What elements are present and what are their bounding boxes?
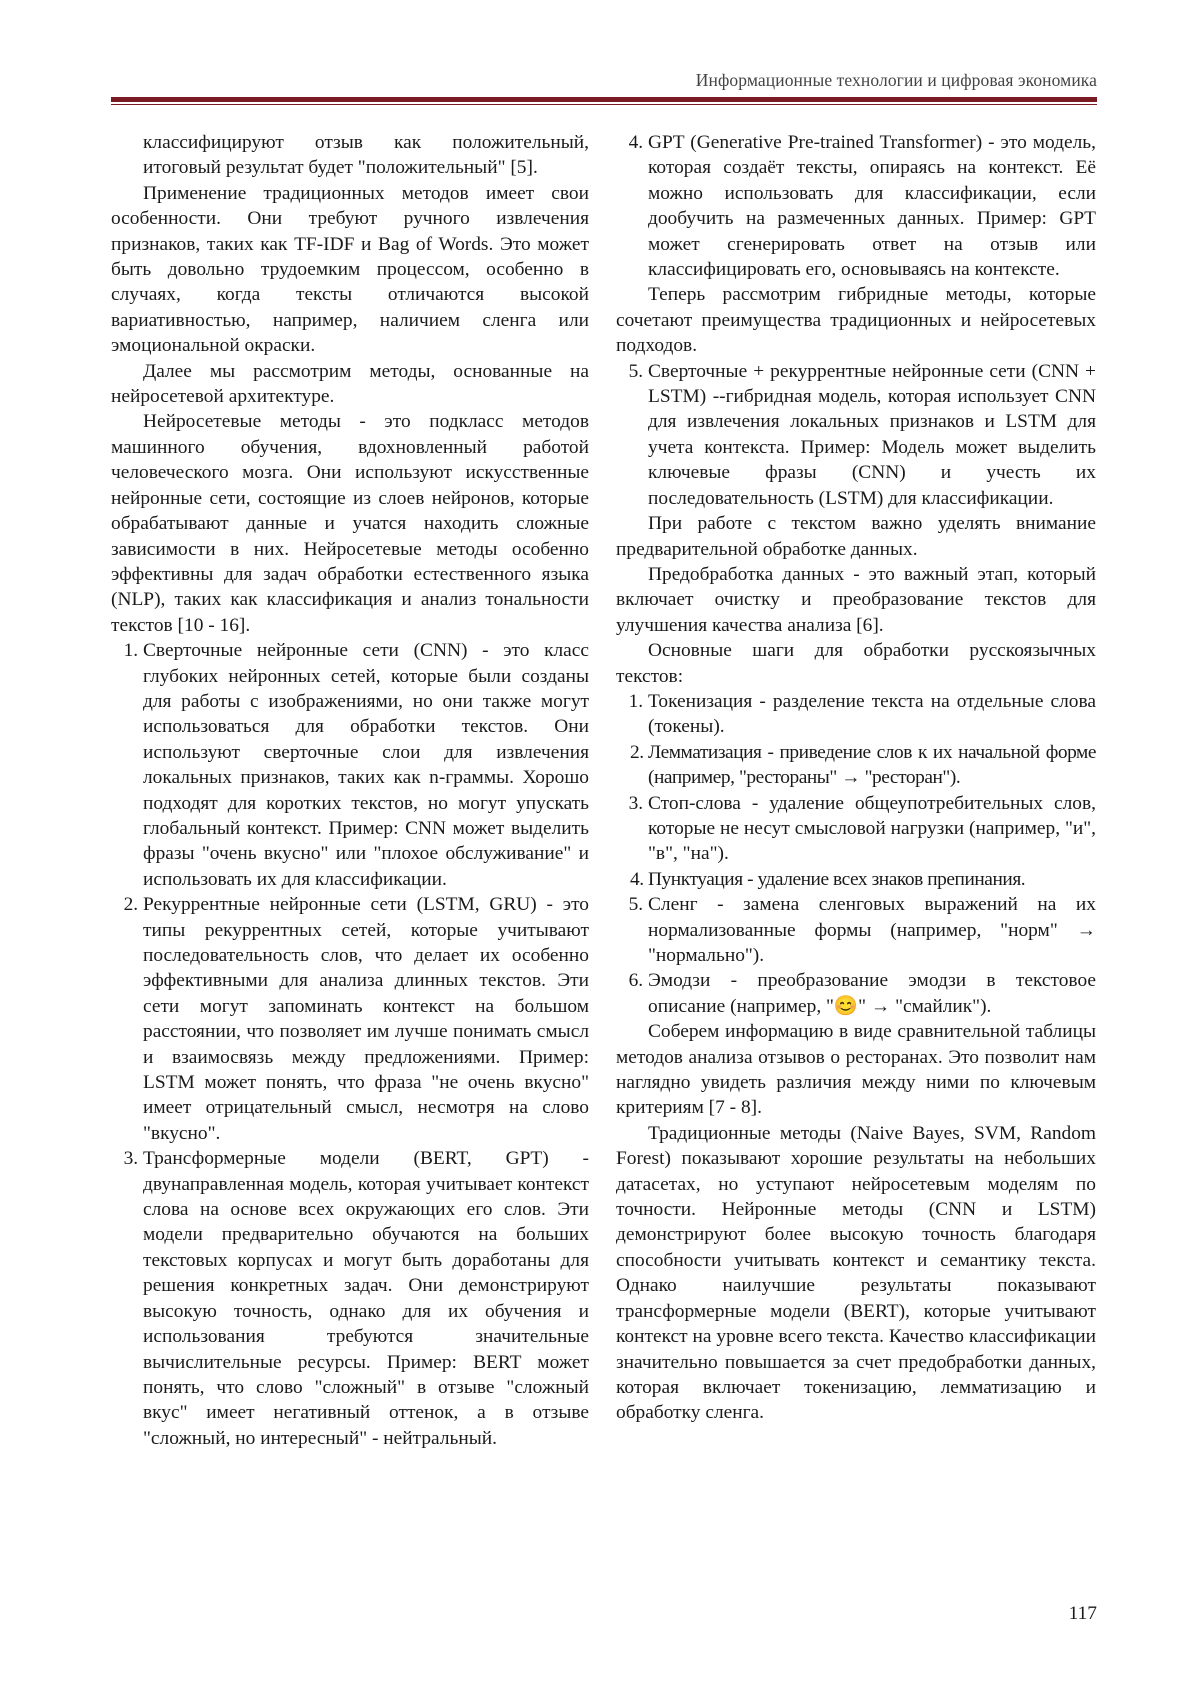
right-column bbox=[616, 130, 1096, 1426]
paragraph-traditional-methods: Применение традиционных методов имеет свои особенности. Они требуют ручного извлечения признаков, таких как TF-IDF и Bag of Words. Это может быть довольно трудоемким процессом, особенно в случаях, когда тексты отличаются высокой вариативностью, например, наличием сленга или эмоциональной окраски. bbox=[111, 182, 589, 357]
step-stopwords: 3. Стоп-слова - удаление общеупотребительных слов, которые не несут смысловой нагрузки (например, "и", "в", "на"). bbox=[648, 791, 1096, 867]
header-rule-thick bbox=[111, 97, 1097, 102]
page-number: 117 bbox=[1068, 1603, 1097, 1624]
preprocessing-steps-list bbox=[616, 689, 1096, 1019]
step-emoji: 6. Эмодзи - преобразование эмодзи в текстовое описание (например, "😊" → "смайлик"). bbox=[648, 968, 1096, 1019]
paragraph-preprocessing-definition: Предобработка данных - это важный этап, который включает очистку и преобразование текстов для улучшения качества анализа [6]. bbox=[616, 563, 1096, 636]
step-tokenization: 1. Токенизация - разделение текста на отдельные слова (токены). bbox=[648, 689, 1096, 740]
paragraph-hybrid-methods: Теперь рассмотрим гибридные методы, которые сочетают преимущества традиционных и нейросетевых подходов. bbox=[616, 284, 1096, 357]
neural-methods-list-continued bbox=[616, 130, 1096, 282]
hybrid-methods-list bbox=[616, 359, 1096, 511]
header-rule-thin bbox=[111, 104, 1097, 105]
neural-methods-list bbox=[111, 638, 589, 1451]
list-item-rnn: 2. Рекуррентные нейронные сети (LSTM, GRU) - это типы рекуррентных сетей, которые учитывают последовательность слов, что делает их особенно эффективными для анализа длинных текстов. Эти сети могут запоминать контекст на большом расстоянии, что позволяет им лучше понимать смысл и взаимосвязь между предложениями. Пример: LSTM может понять, что фраза "не очень вкусно" имеет отрицательный смысл, несмотря на слово "вкусно". bbox=[143, 892, 589, 1146]
list-item-gpt: 4. GPT (Generative Pre-trained Transformer) - это модель, которая создаёт тексты, опираясь на контекст. Её можно использовать для классификации, если дообучить на размеченных данных. Пример: GPT может сгенерировать ответ на отзыв или классифицировать его, основываясь на контексте. bbox=[648, 130, 1096, 282]
step-lemmatization: 2. Лемматизация - приведение слов к их начальной форме (например, "рестораны" → "ресторан"). bbox=[648, 740, 1096, 791]
paragraph-preprocessing-steps-intro: Основные шаги для обработки русскоязычных текстов: bbox=[616, 640, 1096, 687]
list-item-transformers: 3. Трансформерные модели (BERT, GPT) - двунаправленная модель, которая учитывает контекст слова на основе всех окружающих его слов. Эти модели предварительно обучаются на больших текстовых корпусах и могут быть доработаны для решения конкретных задач. Они демонстрируют высокую точность, однако для их обучения и использования требуются значительные вычислительные ресурсы. Пример: BERT может понять, что слово "сложный" в отзыве "сложный вкус" имеет негативный оттенок, а в отзыве "сложный, но интересный" - нейтральный. bbox=[143, 1146, 589, 1451]
journal-section-title: Информационные технологии и цифровая экономика bbox=[695, 70, 1097, 90]
paragraph-preprocessing-note: При работе с текстом важно уделять внимание предварительной обработке данных. bbox=[616, 513, 1096, 560]
paragraph-conclusion: Традиционные методы (Naive Bayes, SVM, Random Forest) показывают хорошие результаты на небольших датасетах, но уступают нейросетевым моделям по точности. Нейронные методы (CNN и LSTM) демонстрируют более высокую точность благодаря способности учитывать контекст и семантику текста. Однако наилучшие результаты показывают трансформерные модели (BERT), которые учитывают контекст на уровне всего текста. Качество классификации значительно повышается за счет предобработки данных, которая включает токенизацию, лемматизацию и обработку сленга. bbox=[616, 1122, 1096, 1424]
paragraph-neural-intro: Далее мы рассмотрим методы, основанные на нейросетевой архитектуре. bbox=[111, 360, 589, 408]
step-punctuation: 4. Пунктуация - удаление всех знаков препинания. bbox=[648, 867, 1096, 892]
step-slang: 5. Сленг - замена сленговых выражений на их нормализованные формы (например, "норм" → "нормально"). bbox=[648, 892, 1096, 968]
paragraph-continuation: классифицируют отзыв как положительный, итоговый результат будет "положительный" [5]. bbox=[143, 132, 589, 179]
list-item-cnn: 1. Сверточные нейронные сети (CNN) - это класс глубоких нейронных сетей, которые были созданы для работы с изображениями, но они также могут использоваться для обработки текстов. Они используют сверточные слои для извлечения локальных признаков, таких как n-граммы. Хорошо подходят для коротких текстов, но могут упускать глобальный контекст. Пример: CNN может выделить фразы "очень вкусно" или "плохое обслуживание" и использовать их для классификации. bbox=[143, 638, 589, 892]
left-column bbox=[111, 130, 589, 1451]
paragraph-comparison-table-intro: Соберем информацию в виде сравнительной таблицы методов анализа отзывов о ресторанах. Это позволит нам наглядно увидеть различия между ними по ключевым критериям [7 - 8]. bbox=[616, 1021, 1096, 1119]
paragraph-neural-methods: Нейросетевые методы - это подкласс методов машинного обучения, вдохновленный работой человеческого мозга. Они используют искусственные нейронные сети, состоящие из слоев нейронов, которые обрабатывают данные и учатся находить сложные зависимости в них. Нейросетевые методы особенно эффективны для задач обработки естественного языка (NLP), таких как классификация и анализ тональности текстов [10 - 16]. bbox=[111, 411, 589, 636]
list-item-cnn-lstm: 5. Сверточные + рекуррентные нейронные сети (CNN + LSTM) --гибридная модель, которая использует CNN для извлечения локальных признаков и LSTM для учета контекста. Пример: Модель может выделить ключевые фразы (CNN) и учесть их последовательность (LSTM) для классификации. bbox=[648, 359, 1096, 511]
